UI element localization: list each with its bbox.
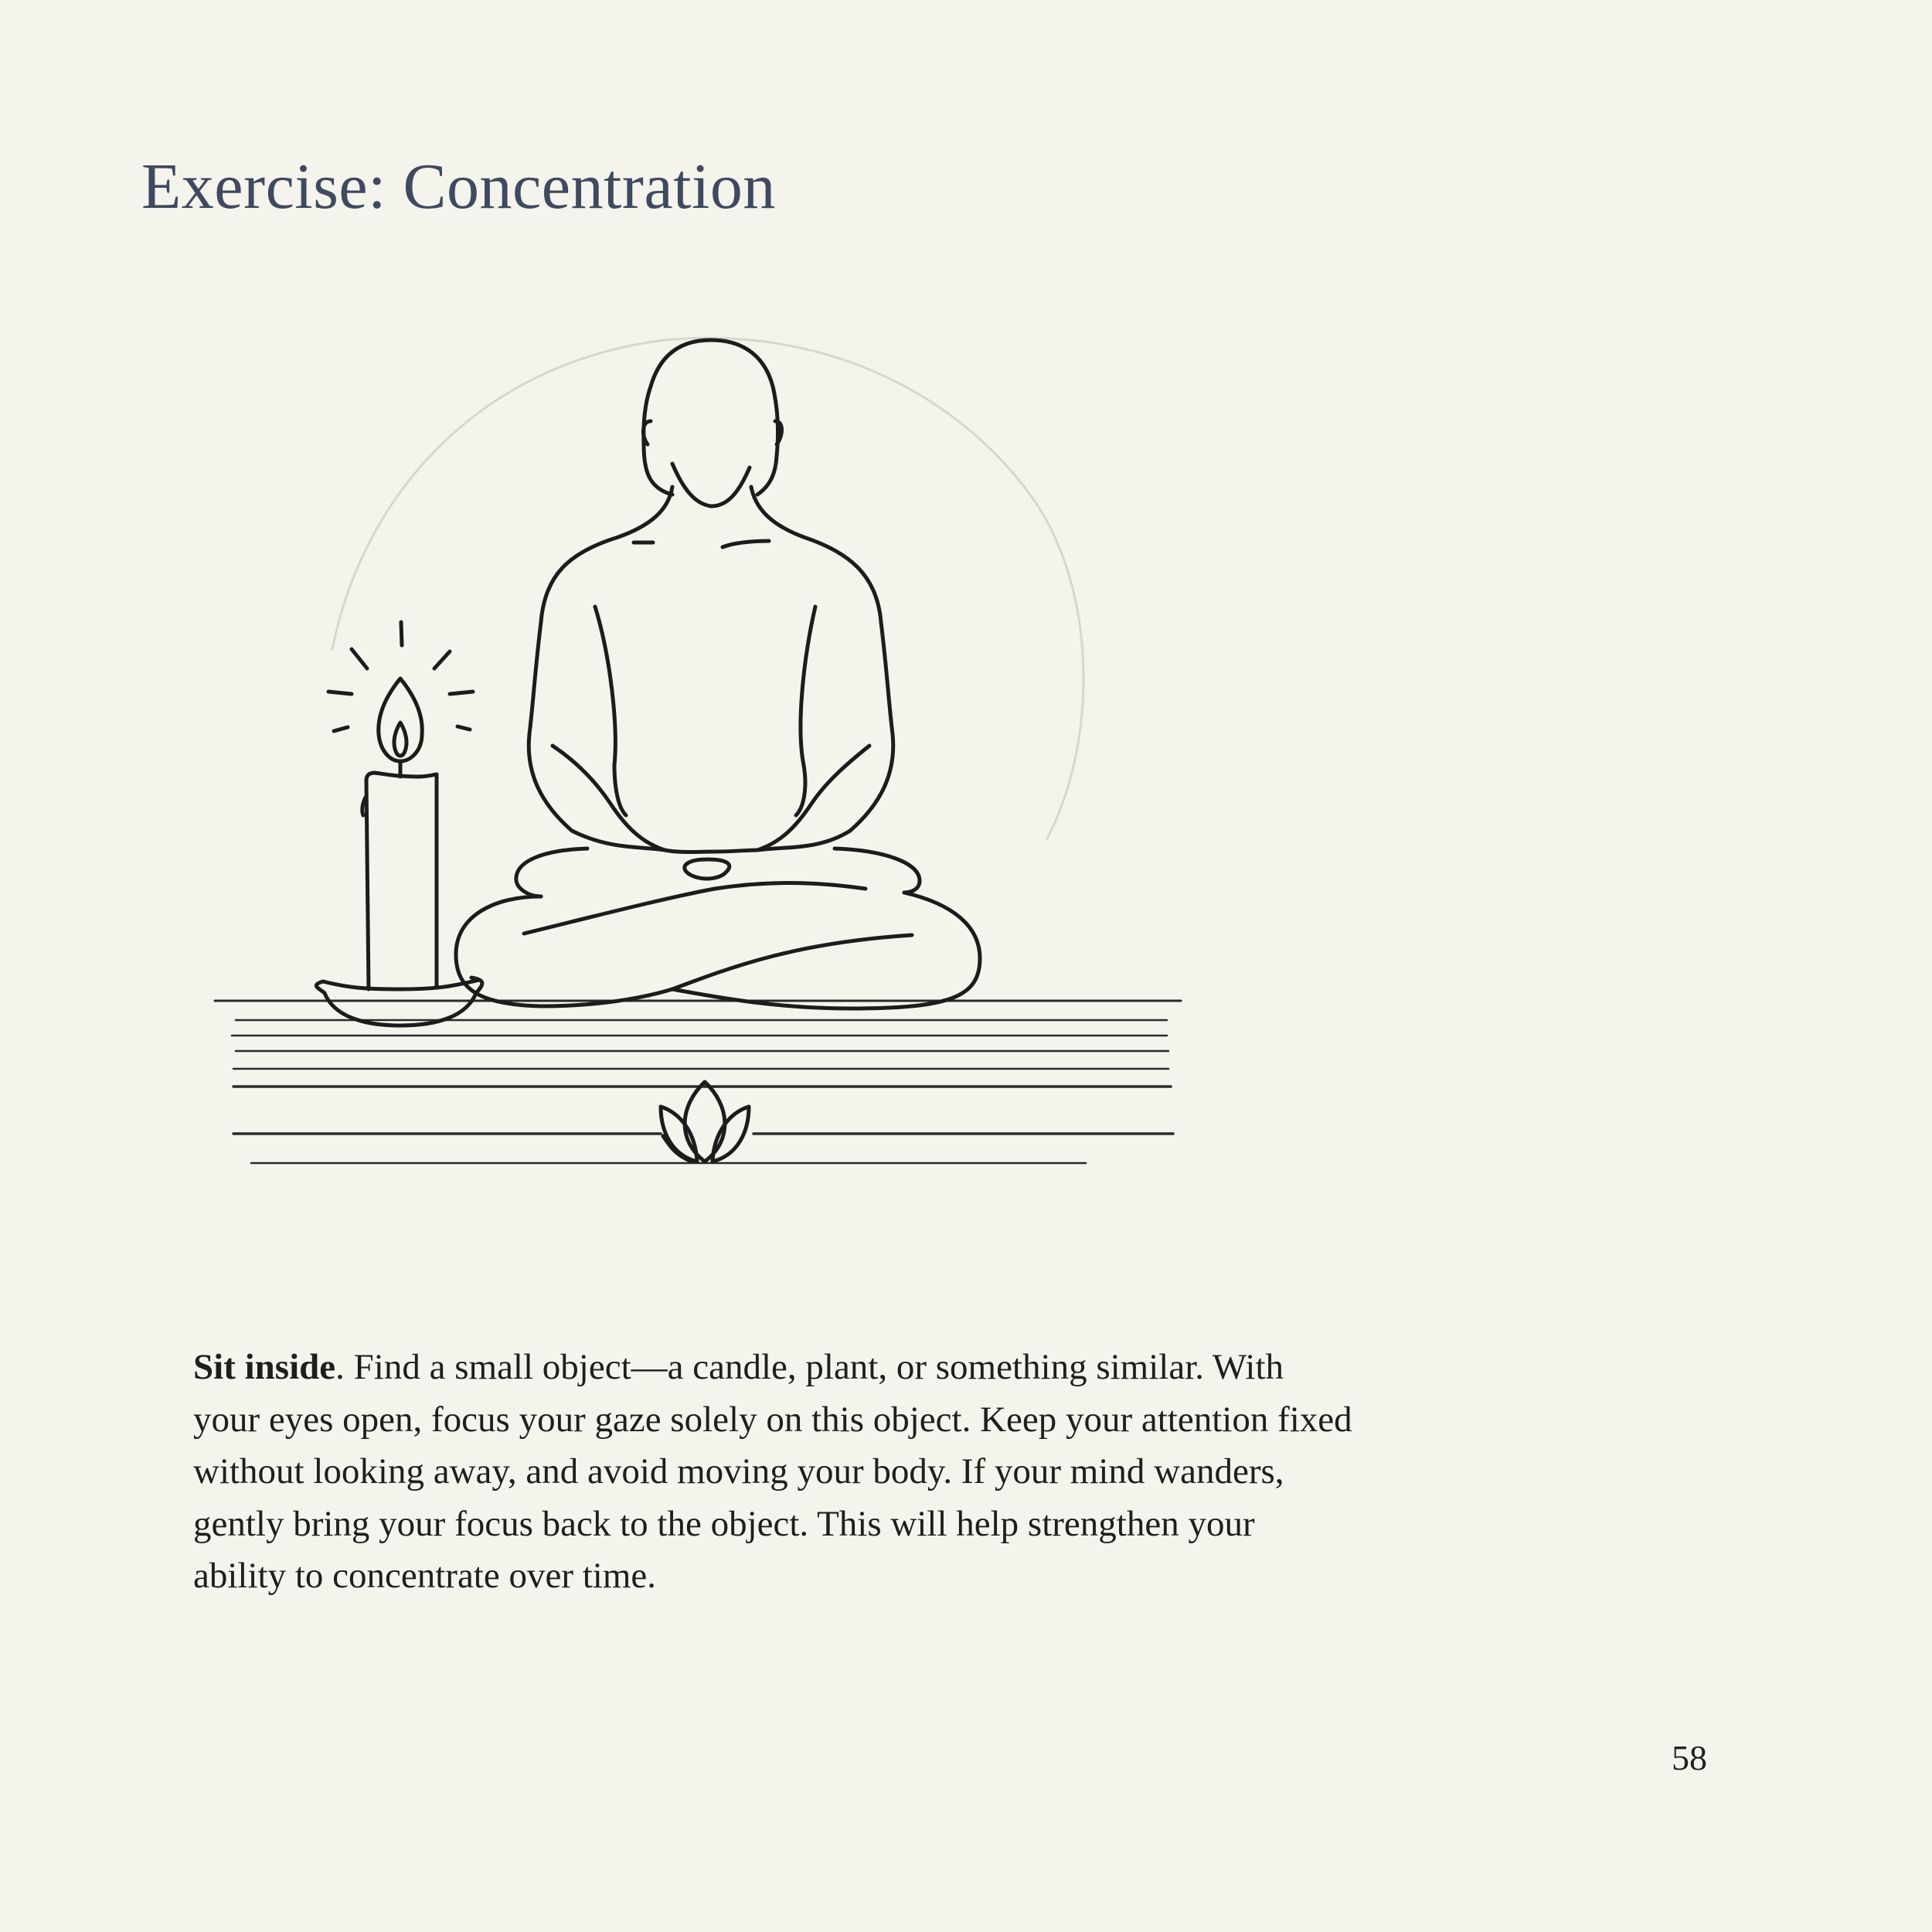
- exercise-lead: Sit inside: [193, 1347, 336, 1387]
- meditation-illustration: [201, 325, 1206, 1175]
- light-rays: [328, 622, 473, 731]
- exercise-description: [193, 1342, 1352, 1603]
- lotus-icon: [661, 1082, 749, 1162]
- candle-icon: [362, 761, 437, 989]
- flame-icon: [379, 679, 422, 761]
- meditating-figure: [456, 340, 980, 1009]
- page-title: Exercise: Concentration: [141, 151, 776, 223]
- halo-circle: [332, 338, 1083, 838]
- exercise-text: . Find a small object—a candle, plant, or something similar. With your eyes open, focus your gaze solely on this object. Keep your attention fixed without looking away, and avoid moving your body. If your mind wanders, gently bring your focus back to the object. This will help strengthen your ability to concentrate over time.: [193, 1347, 1352, 1596]
- floor-lines: [215, 1001, 1181, 1163]
- page-number: 58: [1672, 1738, 1707, 1777]
